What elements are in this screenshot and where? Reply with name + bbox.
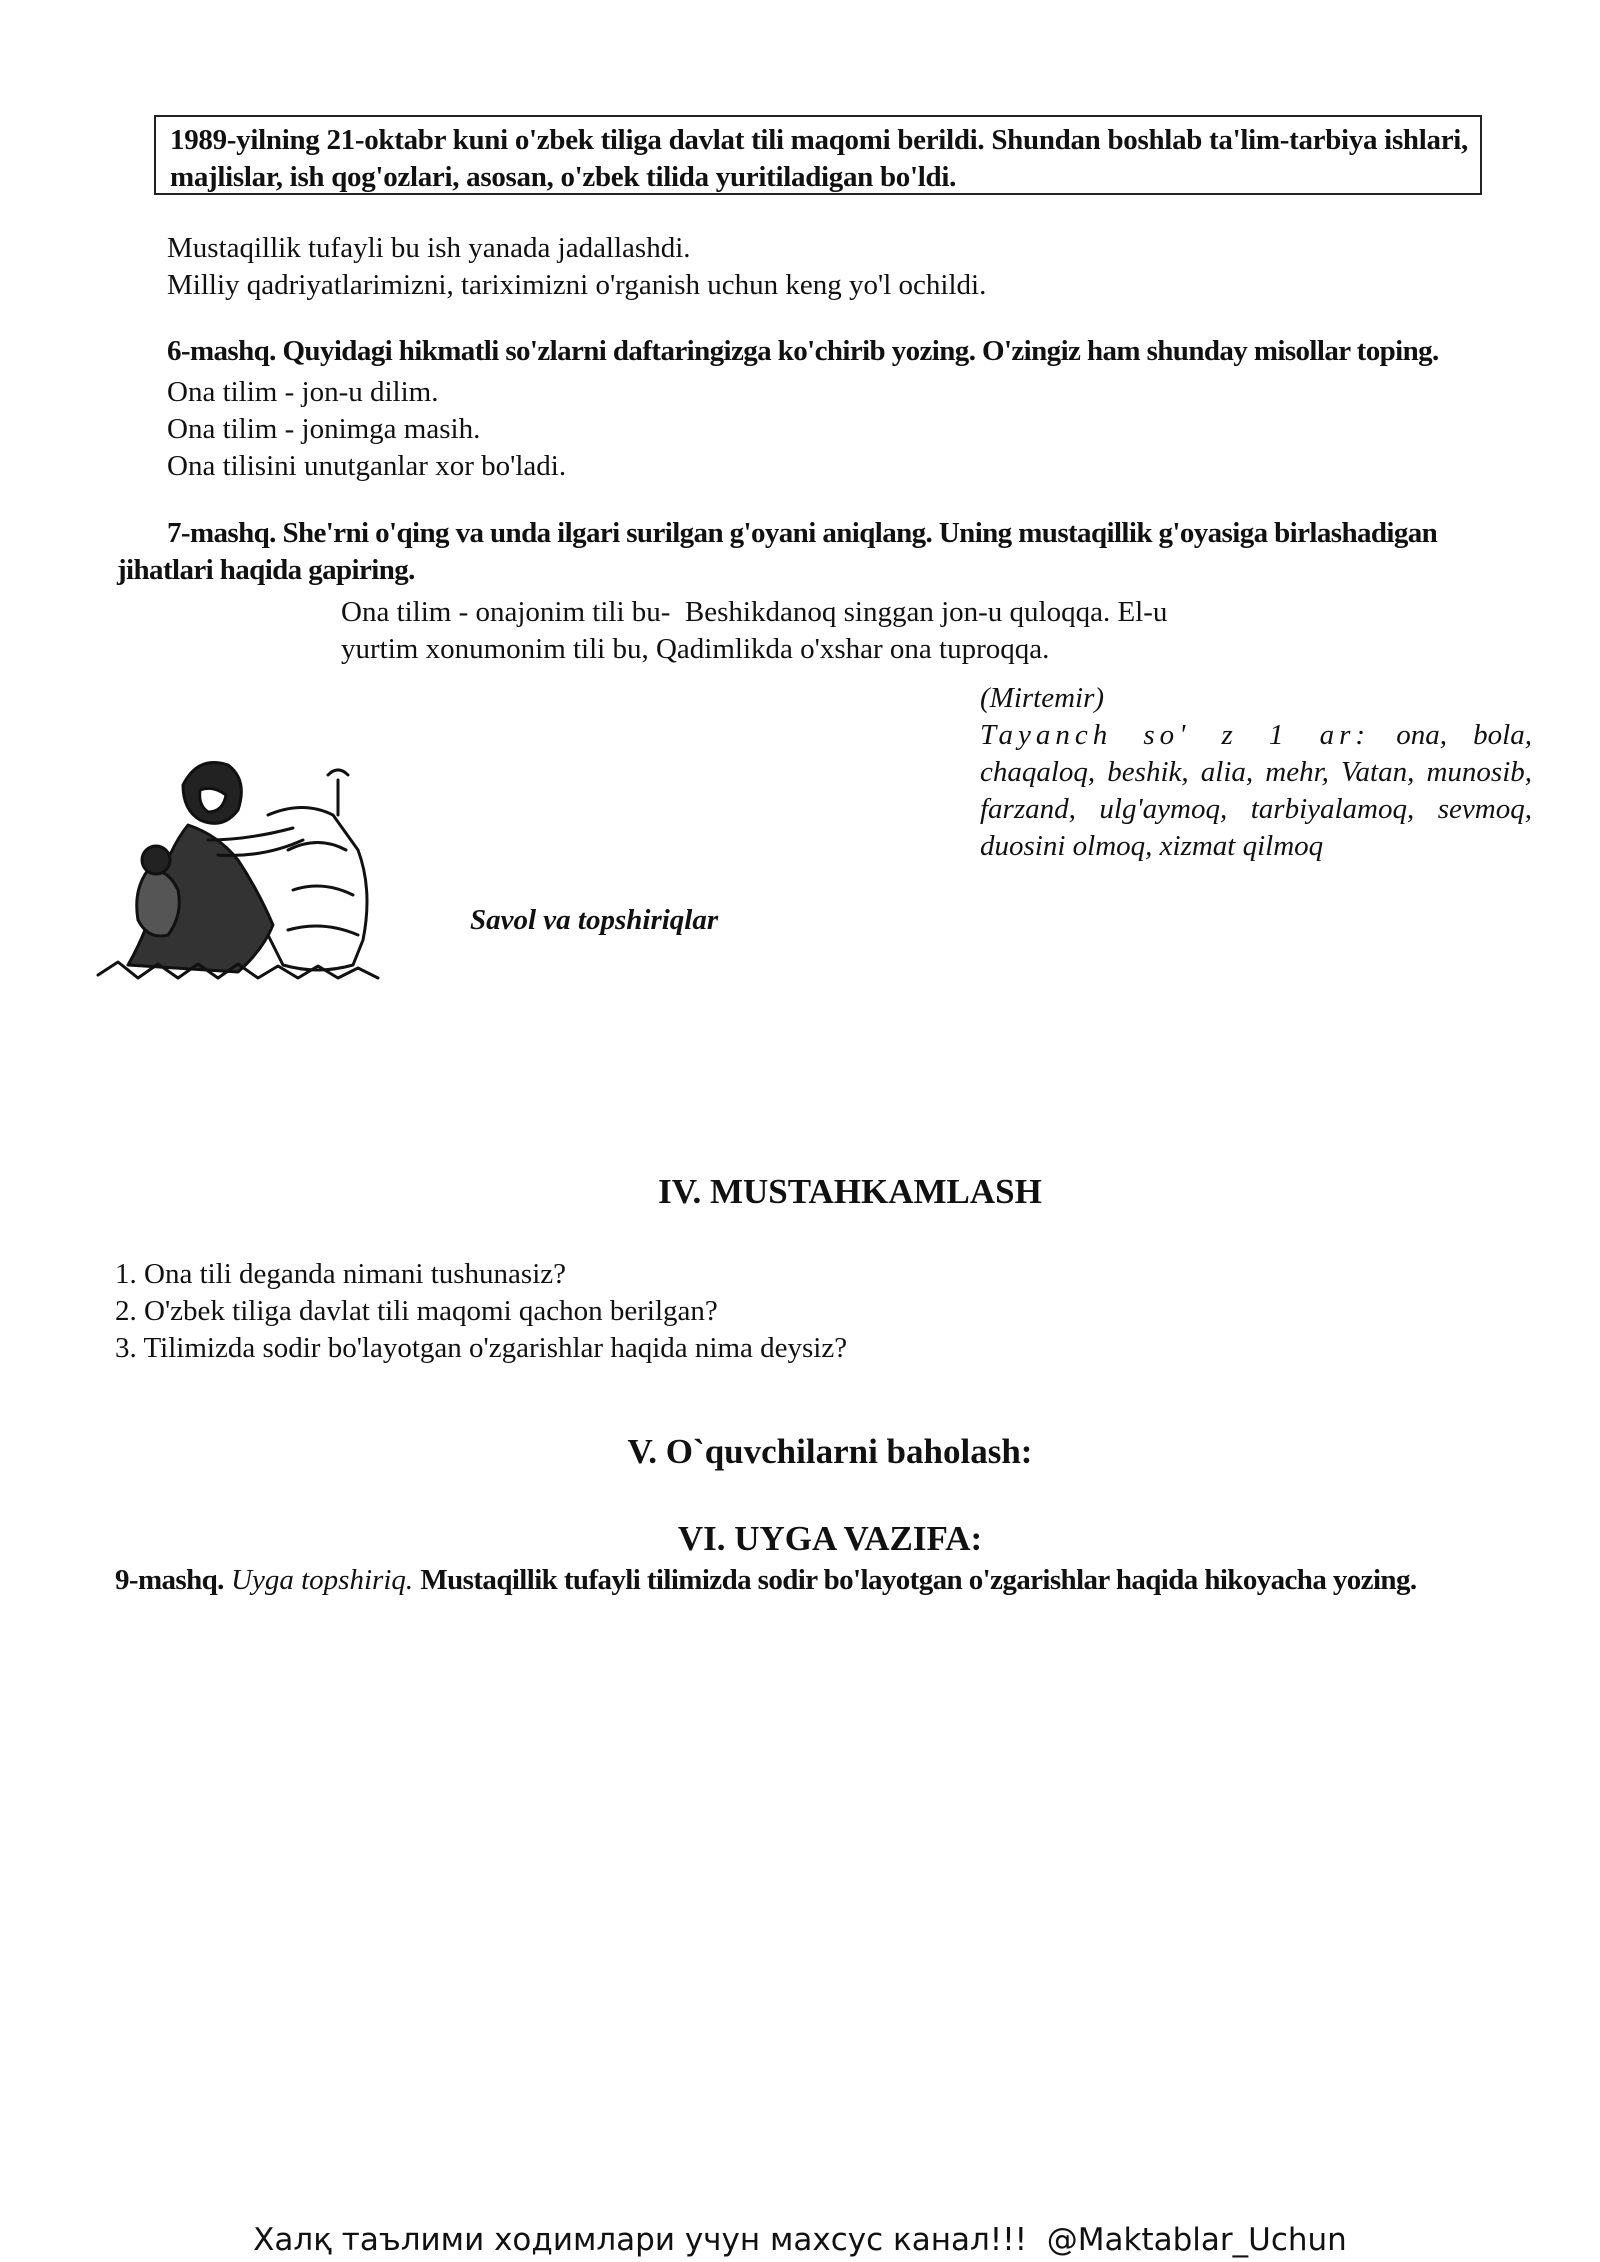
mother-cradle-illustration bbox=[88, 740, 408, 985]
section6-title: VI. UYGA VAZIFA: bbox=[677, 1519, 983, 1558]
keywords-list: ona, bola, chaqaloq, beshik, alia, mehr, Vatan, munosib, farzand, ulg'aymoq, tarbiyalamoq, sevmoq, duosini olmoq, xizmat qilmoq bbox=[980, 719, 1532, 862]
intro-box bbox=[154, 115, 1482, 195]
ex6-line1: Ona tilim - jon-u dilim. bbox=[167, 376, 439, 408]
section4-title: IV. MUSTAHKAMLASH bbox=[658, 1172, 1042, 1211]
section6-exercise bbox=[115, 1562, 1500, 1599]
ex6-line3: Ona tilisini unutganlar xor bo'ladi. bbox=[167, 450, 567, 482]
ex6-task: 6-mashq. Quyidagi hikmatli so'zlarni daftaringizga ko'chirib yozing. O'zingiz ham shunday misollar toping. bbox=[167, 335, 1439, 367]
section4-item-1: 1. Ona tili deganda nimani tushunasiz? bbox=[115, 1258, 567, 1290]
ex7-task-line2: jihatlari haqida gapiring. bbox=[117, 554, 415, 586]
section4-item-3: 3. Tilimizda sodir bo'layotgan o'zgarishlar haqida nima deysiz? bbox=[115, 1332, 848, 1364]
ex9-number: 9-mashq. bbox=[115, 1564, 224, 1596]
poem-line1: Ona tilim - onajonim tili bu- Beshikdanoq singgan jon-u quloqqa. El-u bbox=[341, 596, 1168, 628]
footer-channel-text: Халқ таълими ходимлари учун махсус канал!!! @Maktablar_Uchun bbox=[253, 2222, 1347, 2258]
para1-line2: Milliy qadriyatlarimizni, tariximizni o'rganish uchun keng yo'l ochildi. bbox=[167, 269, 987, 301]
poem-line2: yurtim xonumonim tili bu, Qadimlikda o'xshar ona tuproqqa. bbox=[341, 633, 1050, 665]
ex6-line2: Ona tilim - jonimga masih. bbox=[167, 413, 481, 445]
ex7-task-line1: 7-mashq. She'rni o'qing va unda ilgari surilgan g'oyani aniqlang. Uning mustaqillik g'oyasiga birlashadigan bbox=[167, 517, 1438, 549]
keywords-block bbox=[980, 717, 1532, 865]
intro-box-text: 1989-yilning 21-oktabr kuni o'zbek tiliga davlat tili maqomi berildi. Shundan boshlab ta'lim-tarbiya ishlari, majlislar, ish qog'ozlari, asosan, o'zbek tilida yuritiladigan bo'ldi. bbox=[170, 124, 1468, 193]
section4-item-2: 2. O'zbek tiliga davlat tili maqomi qachon berilgan? bbox=[115, 1295, 718, 1327]
keywords-heading: Tayanch so' z 1 ar: bbox=[980, 719, 1371, 751]
ex9-text: Mustaqillik tufayli tilimizda sodir bo'layotgan o'zgarishlar haqida hikoyacha yozing. bbox=[420, 1564, 1417, 1596]
section5-title: V. O`quvchilarni baholash: bbox=[627, 1432, 1033, 1471]
poem-author: (Mirtemir) bbox=[980, 682, 1105, 714]
ex9-label: Uyga topshiriq. bbox=[231, 1564, 414, 1596]
para1-line1: Mustaqillik tufayli bu ish yanada jadallashdi. bbox=[167, 232, 691, 264]
questions-heading: Savol va topshiriqlar bbox=[470, 904, 719, 936]
